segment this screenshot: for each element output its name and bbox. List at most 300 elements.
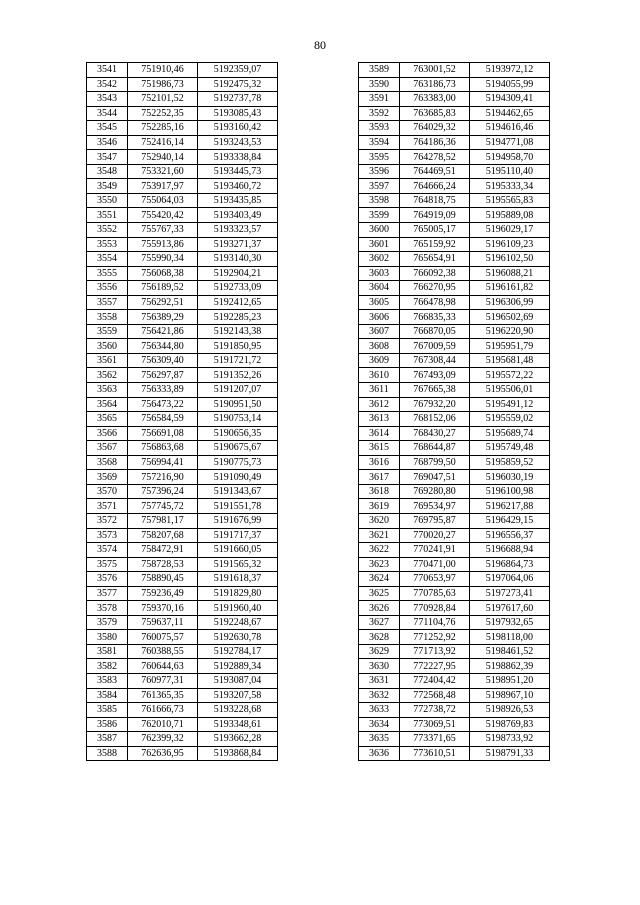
y-coordinate-cell: 5196100,98 xyxy=(470,484,550,499)
point-number-cell: 3611 xyxy=(359,383,400,398)
table-body-right xyxy=(359,63,550,761)
point-number-cell: 3580 xyxy=(87,630,128,645)
table-row xyxy=(359,208,550,223)
table-row xyxy=(87,732,278,747)
point-number-cell: 3543 xyxy=(87,92,128,107)
x-coordinate-cell: 756297,87 xyxy=(128,368,198,383)
y-coordinate-cell: 5196502,69 xyxy=(470,310,550,325)
x-coordinate-cell: 769047,51 xyxy=(400,470,470,485)
point-number-cell: 3588 xyxy=(87,746,128,761)
point-number-cell: 3592 xyxy=(359,106,400,121)
x-coordinate-cell: 766092,38 xyxy=(400,266,470,281)
y-coordinate-cell: 5193085,43 xyxy=(198,106,278,121)
x-coordinate-cell: 753917,97 xyxy=(128,179,198,194)
table-row xyxy=(87,557,278,572)
point-number-cell: 3620 xyxy=(359,513,400,528)
point-number-cell: 3614 xyxy=(359,426,400,441)
table-row xyxy=(359,601,550,616)
point-number-cell: 3577 xyxy=(87,586,128,601)
x-coordinate-cell: 764469,51 xyxy=(400,164,470,179)
y-coordinate-cell: 5196220,90 xyxy=(470,324,550,339)
table-row xyxy=(359,455,550,470)
point-number-cell: 3604 xyxy=(359,281,400,296)
x-coordinate-cell: 768430,27 xyxy=(400,426,470,441)
x-coordinate-cell: 771104,76 xyxy=(400,615,470,630)
x-coordinate-cell: 756309,40 xyxy=(128,353,198,368)
x-coordinate-cell: 764818,75 xyxy=(400,193,470,208)
y-coordinate-cell: 5198951,20 xyxy=(470,673,550,688)
point-number-cell: 3584 xyxy=(87,688,128,703)
table-row xyxy=(87,673,278,688)
table-row xyxy=(359,266,550,281)
point-number-cell: 3605 xyxy=(359,295,400,310)
point-number-cell: 3561 xyxy=(87,353,128,368)
table-row xyxy=(359,310,550,325)
y-coordinate-cell: 5192784,17 xyxy=(198,644,278,659)
point-number-cell: 3632 xyxy=(359,688,400,703)
point-number-cell: 3630 xyxy=(359,659,400,674)
table-row xyxy=(87,353,278,368)
y-coordinate-cell: 5198118,00 xyxy=(470,630,550,645)
point-number-cell: 3579 xyxy=(87,615,128,630)
table-row xyxy=(87,426,278,441)
coordinates-table-left xyxy=(86,62,278,761)
point-number-cell: 3598 xyxy=(359,193,400,208)
point-number-cell: 3542 xyxy=(87,77,128,92)
y-coordinate-cell: 5191090,49 xyxy=(198,470,278,485)
point-number-cell: 3564 xyxy=(87,397,128,412)
y-coordinate-cell: 5190775,73 xyxy=(198,455,278,470)
x-coordinate-cell: 759236,49 xyxy=(128,586,198,601)
y-coordinate-cell: 5192737,78 xyxy=(198,92,278,107)
x-coordinate-cell: 771252,92 xyxy=(400,630,470,645)
x-coordinate-cell: 764186,36 xyxy=(400,135,470,150)
y-coordinate-cell: 5193662,28 xyxy=(198,732,278,747)
table-row xyxy=(359,688,550,703)
y-coordinate-cell: 5194462,65 xyxy=(470,106,550,121)
table-row xyxy=(87,601,278,616)
table-row xyxy=(87,470,278,485)
x-coordinate-cell: 760075,57 xyxy=(128,630,198,645)
table-row xyxy=(359,106,550,121)
point-number-cell: 3606 xyxy=(359,310,400,325)
y-coordinate-cell: 5191565,32 xyxy=(198,557,278,572)
point-number-cell: 3560 xyxy=(87,339,128,354)
table-row xyxy=(359,281,550,296)
y-coordinate-cell: 5194055,99 xyxy=(470,77,550,92)
x-coordinate-cell: 756691,08 xyxy=(128,426,198,441)
table-row xyxy=(359,746,550,761)
y-coordinate-cell: 5190656,35 xyxy=(198,426,278,441)
table-row xyxy=(359,673,550,688)
y-coordinate-cell: 5196306,99 xyxy=(470,295,550,310)
point-number-cell: 3541 xyxy=(87,63,128,78)
table-row xyxy=(87,528,278,543)
x-coordinate-cell: 767009,59 xyxy=(400,339,470,354)
table-row xyxy=(87,179,278,194)
point-number-cell: 3596 xyxy=(359,164,400,179)
x-coordinate-cell: 751986,73 xyxy=(128,77,198,92)
table-row xyxy=(359,295,550,310)
y-coordinate-cell: 5192904,21 xyxy=(198,266,278,281)
table-row xyxy=(87,644,278,659)
point-number-cell: 3567 xyxy=(87,441,128,456)
x-coordinate-cell: 756421,86 xyxy=(128,324,198,339)
x-coordinate-cell: 772227,95 xyxy=(400,659,470,674)
y-coordinate-cell: 5193338,84 xyxy=(198,150,278,165)
y-coordinate-cell: 5193160,42 xyxy=(198,121,278,136)
x-coordinate-cell: 760644,63 xyxy=(128,659,198,674)
table-row xyxy=(87,121,278,136)
y-coordinate-cell: 5196429,15 xyxy=(470,513,550,528)
y-coordinate-cell: 5195506,01 xyxy=(470,383,550,398)
point-number-cell: 3634 xyxy=(359,717,400,732)
point-number-cell: 3547 xyxy=(87,150,128,165)
y-coordinate-cell: 5194771,08 xyxy=(470,135,550,150)
y-coordinate-cell: 5192733,09 xyxy=(198,281,278,296)
point-number-cell: 3612 xyxy=(359,397,400,412)
table-row xyxy=(87,150,278,165)
x-coordinate-cell: 763685,83 xyxy=(400,106,470,121)
point-number-cell: 3594 xyxy=(359,135,400,150)
point-number-cell: 3600 xyxy=(359,223,400,238)
point-number-cell: 3558 xyxy=(87,310,128,325)
x-coordinate-cell: 755913,86 xyxy=(128,237,198,252)
x-coordinate-cell: 760977,31 xyxy=(128,673,198,688)
y-coordinate-cell: 5190675,67 xyxy=(198,441,278,456)
table-row xyxy=(359,252,550,267)
x-coordinate-cell: 768152,06 xyxy=(400,412,470,427)
table-row xyxy=(359,193,550,208)
x-coordinate-cell: 757745,72 xyxy=(128,499,198,514)
y-coordinate-cell: 5191717,37 xyxy=(198,528,278,543)
table-row xyxy=(87,281,278,296)
table-row xyxy=(359,77,550,92)
x-coordinate-cell: 773069,51 xyxy=(400,717,470,732)
point-number-cell: 3573 xyxy=(87,528,128,543)
point-number-cell: 3599 xyxy=(359,208,400,223)
y-coordinate-cell: 5193243,53 xyxy=(198,135,278,150)
table-row xyxy=(359,223,550,238)
y-coordinate-cell: 5196030,19 xyxy=(470,470,550,485)
x-coordinate-cell: 766870,05 xyxy=(400,324,470,339)
x-coordinate-cell: 755420,42 xyxy=(128,208,198,223)
point-number-cell: 3578 xyxy=(87,601,128,616)
y-coordinate-cell: 5196102,50 xyxy=(470,252,550,267)
table-row xyxy=(359,543,550,558)
table-row xyxy=(87,586,278,601)
y-coordinate-cell: 5196556,37 xyxy=(470,528,550,543)
y-coordinate-cell: 5198769,83 xyxy=(470,717,550,732)
x-coordinate-cell: 764919,09 xyxy=(400,208,470,223)
table-row xyxy=(87,615,278,630)
point-number-cell: 3602 xyxy=(359,252,400,267)
table-row xyxy=(87,135,278,150)
table-row xyxy=(359,528,550,543)
point-number-cell: 3574 xyxy=(87,543,128,558)
point-number-cell: 3570 xyxy=(87,484,128,499)
y-coordinate-cell: 5194309,41 xyxy=(470,92,550,107)
y-coordinate-cell: 5196029,17 xyxy=(470,223,550,238)
y-coordinate-cell: 5197273,41 xyxy=(470,586,550,601)
table-row xyxy=(87,630,278,645)
y-coordinate-cell: 5196688,94 xyxy=(470,543,550,558)
table-row xyxy=(359,353,550,368)
x-coordinate-cell: 761666,73 xyxy=(128,703,198,718)
point-number-cell: 3559 xyxy=(87,324,128,339)
x-coordinate-cell: 765654,91 xyxy=(400,252,470,267)
y-coordinate-cell: 5192412,65 xyxy=(198,295,278,310)
point-number-cell: 3546 xyxy=(87,135,128,150)
x-coordinate-cell: 768799,50 xyxy=(400,455,470,470)
point-number-cell: 3575 xyxy=(87,557,128,572)
table-row xyxy=(87,237,278,252)
table-row xyxy=(359,644,550,659)
x-coordinate-cell: 758728,53 xyxy=(128,557,198,572)
x-coordinate-cell: 762010,71 xyxy=(128,717,198,732)
table-row xyxy=(359,383,550,398)
x-coordinate-cell: 767665,38 xyxy=(400,383,470,398)
point-number-cell: 3610 xyxy=(359,368,400,383)
y-coordinate-cell: 5192359,07 xyxy=(198,63,278,78)
point-number-cell: 3613 xyxy=(359,412,400,427)
y-coordinate-cell: 5197064,06 xyxy=(470,572,550,587)
y-coordinate-cell: 5198791,33 xyxy=(470,746,550,761)
table-row xyxy=(87,455,278,470)
x-coordinate-cell: 769280,80 xyxy=(400,484,470,499)
table-row xyxy=(359,135,550,150)
y-coordinate-cell: 5193140,30 xyxy=(198,252,278,267)
y-coordinate-cell: 5198862,39 xyxy=(470,659,550,674)
x-coordinate-cell: 768644,87 xyxy=(400,441,470,456)
point-number-cell: 3553 xyxy=(87,237,128,252)
x-coordinate-cell: 762399,32 xyxy=(128,732,198,747)
table-row xyxy=(359,470,550,485)
x-coordinate-cell: 755990,34 xyxy=(128,252,198,267)
table-row xyxy=(359,426,550,441)
point-number-cell: 3555 xyxy=(87,266,128,281)
x-coordinate-cell: 752940,14 xyxy=(128,150,198,165)
y-coordinate-cell: 5192630,78 xyxy=(198,630,278,645)
y-coordinate-cell: 5193403,49 xyxy=(198,208,278,223)
table-row xyxy=(359,368,550,383)
table-row xyxy=(87,484,278,499)
x-coordinate-cell: 756333,89 xyxy=(128,383,198,398)
x-coordinate-cell: 752252,35 xyxy=(128,106,198,121)
y-coordinate-cell: 5198967,10 xyxy=(470,688,550,703)
x-coordinate-cell: 763001,52 xyxy=(400,63,470,78)
x-coordinate-cell: 773610,51 xyxy=(400,746,470,761)
table-row xyxy=(87,746,278,761)
table-row xyxy=(87,513,278,528)
table-row xyxy=(359,150,550,165)
y-coordinate-cell: 5195951,79 xyxy=(470,339,550,354)
x-coordinate-cell: 765005,17 xyxy=(400,223,470,238)
table-row xyxy=(359,586,550,601)
table-row xyxy=(359,92,550,107)
x-coordinate-cell: 756473,22 xyxy=(128,397,198,412)
point-number-cell: 3635 xyxy=(359,732,400,747)
table-row xyxy=(87,223,278,238)
y-coordinate-cell: 5191829,80 xyxy=(198,586,278,601)
x-coordinate-cell: 770471,00 xyxy=(400,557,470,572)
y-coordinate-cell: 5191850,95 xyxy=(198,339,278,354)
y-coordinate-cell: 5196217,88 xyxy=(470,499,550,514)
x-coordinate-cell: 757981,17 xyxy=(128,513,198,528)
point-number-cell: 3565 xyxy=(87,412,128,427)
y-coordinate-cell: 5193228,68 xyxy=(198,703,278,718)
y-coordinate-cell: 5195859,52 xyxy=(470,455,550,470)
point-number-cell: 3549 xyxy=(87,179,128,194)
table-row xyxy=(87,92,278,107)
point-number-cell: 3629 xyxy=(359,644,400,659)
x-coordinate-cell: 766478,98 xyxy=(400,295,470,310)
x-coordinate-cell: 766835,33 xyxy=(400,310,470,325)
y-coordinate-cell: 5195110,40 xyxy=(470,164,550,179)
x-coordinate-cell: 757396,24 xyxy=(128,484,198,499)
point-number-cell: 3633 xyxy=(359,703,400,718)
table-row xyxy=(87,659,278,674)
point-number-cell: 3631 xyxy=(359,673,400,688)
y-coordinate-cell: 5191343,67 xyxy=(198,484,278,499)
coordinates-table-right xyxy=(358,62,550,761)
point-number-cell: 3590 xyxy=(359,77,400,92)
y-coordinate-cell: 5195491,12 xyxy=(470,397,550,412)
table-row xyxy=(87,310,278,325)
x-coordinate-cell: 767308,44 xyxy=(400,353,470,368)
table-row xyxy=(359,412,550,427)
y-coordinate-cell: 5192889,34 xyxy=(198,659,278,674)
point-number-cell: 3544 xyxy=(87,106,128,121)
table-row xyxy=(87,397,278,412)
table-row xyxy=(87,688,278,703)
x-coordinate-cell: 767493,09 xyxy=(400,368,470,383)
point-number-cell: 3593 xyxy=(359,121,400,136)
x-coordinate-cell: 771713,92 xyxy=(400,644,470,659)
point-number-cell: 3627 xyxy=(359,615,400,630)
x-coordinate-cell: 764029,32 xyxy=(400,121,470,136)
table-row xyxy=(87,77,278,92)
y-coordinate-cell: 5191352,26 xyxy=(198,368,278,383)
point-number-cell: 3619 xyxy=(359,499,400,514)
point-number-cell: 3548 xyxy=(87,164,128,179)
table-row xyxy=(359,324,550,339)
point-number-cell: 3591 xyxy=(359,92,400,107)
table-row xyxy=(359,659,550,674)
table-body-left xyxy=(87,63,278,761)
x-coordinate-cell: 758207,68 xyxy=(128,528,198,543)
y-coordinate-cell: 5193868,84 xyxy=(198,746,278,761)
table-row xyxy=(359,732,550,747)
x-coordinate-cell: 769795,87 xyxy=(400,513,470,528)
y-coordinate-cell: 5198926,53 xyxy=(470,703,550,718)
y-coordinate-cell: 5195749,48 xyxy=(470,441,550,456)
y-coordinate-cell: 5193348,61 xyxy=(198,717,278,732)
y-coordinate-cell: 5193271,37 xyxy=(198,237,278,252)
y-coordinate-cell: 5195681,48 xyxy=(470,353,550,368)
table-row xyxy=(87,339,278,354)
y-coordinate-cell: 5191660,05 xyxy=(198,543,278,558)
point-number-cell: 3571 xyxy=(87,499,128,514)
y-coordinate-cell: 5191551,78 xyxy=(198,499,278,514)
point-number-cell: 3625 xyxy=(359,586,400,601)
x-coordinate-cell: 758890,45 xyxy=(128,572,198,587)
point-number-cell: 3609 xyxy=(359,353,400,368)
point-number-cell: 3595 xyxy=(359,150,400,165)
x-coordinate-cell: 762636,95 xyxy=(128,746,198,761)
y-coordinate-cell: 5191207,07 xyxy=(198,383,278,398)
y-coordinate-cell: 5191721,72 xyxy=(198,353,278,368)
x-coordinate-cell: 770241,91 xyxy=(400,543,470,558)
x-coordinate-cell: 752285,16 xyxy=(128,121,198,136)
x-coordinate-cell: 756584,59 xyxy=(128,412,198,427)
point-number-cell: 3550 xyxy=(87,193,128,208)
y-coordinate-cell: 5193445,73 xyxy=(198,164,278,179)
table-row xyxy=(359,630,550,645)
y-coordinate-cell: 5191676,99 xyxy=(198,513,278,528)
point-number-cell: 3569 xyxy=(87,470,128,485)
point-number-cell: 3615 xyxy=(359,441,400,456)
point-number-cell: 3608 xyxy=(359,339,400,354)
table-row xyxy=(359,557,550,572)
x-coordinate-cell: 770928,84 xyxy=(400,601,470,616)
point-number-cell: 3587 xyxy=(87,732,128,747)
y-coordinate-cell: 5195572,22 xyxy=(470,368,550,383)
y-coordinate-cell: 5195889,08 xyxy=(470,208,550,223)
table-row xyxy=(359,121,550,136)
y-coordinate-cell: 5195559,02 xyxy=(470,412,550,427)
point-number-cell: 3628 xyxy=(359,630,400,645)
y-coordinate-cell: 5191960,40 xyxy=(198,601,278,616)
point-number-cell: 3576 xyxy=(87,572,128,587)
y-coordinate-cell: 5193460,72 xyxy=(198,179,278,194)
x-coordinate-cell: 756189,52 xyxy=(128,281,198,296)
table-row xyxy=(87,572,278,587)
y-coordinate-cell: 5193087,04 xyxy=(198,673,278,688)
x-coordinate-cell: 752416,14 xyxy=(128,135,198,150)
table-row xyxy=(359,339,550,354)
x-coordinate-cell: 758472,91 xyxy=(128,543,198,558)
table-row xyxy=(87,106,278,121)
point-number-cell: 3616 xyxy=(359,455,400,470)
point-number-cell: 3623 xyxy=(359,557,400,572)
point-number-cell: 3586 xyxy=(87,717,128,732)
point-number-cell: 3603 xyxy=(359,266,400,281)
table-row xyxy=(87,63,278,78)
y-coordinate-cell: 5195565,83 xyxy=(470,193,550,208)
x-coordinate-cell: 770020,27 xyxy=(400,528,470,543)
table-row xyxy=(359,615,550,630)
point-number-cell: 3566 xyxy=(87,426,128,441)
table-row xyxy=(87,266,278,281)
x-coordinate-cell: 756068,38 xyxy=(128,266,198,281)
y-coordinate-cell: 5193207,58 xyxy=(198,688,278,703)
table-row xyxy=(359,499,550,514)
x-coordinate-cell: 764278,52 xyxy=(400,150,470,165)
x-coordinate-cell: 760388,55 xyxy=(128,644,198,659)
y-coordinate-cell: 5192143,38 xyxy=(198,324,278,339)
y-coordinate-cell: 5192248,67 xyxy=(198,615,278,630)
y-coordinate-cell: 5193972,12 xyxy=(470,63,550,78)
y-coordinate-cell: 5196161,82 xyxy=(470,281,550,296)
point-number-cell: 3618 xyxy=(359,484,400,499)
y-coordinate-cell: 5190753,14 xyxy=(198,412,278,427)
table-row xyxy=(359,63,550,78)
y-coordinate-cell: 5193323,57 xyxy=(198,223,278,238)
y-coordinate-cell: 5196109,23 xyxy=(470,237,550,252)
y-coordinate-cell: 5196088,21 xyxy=(470,266,550,281)
point-number-cell: 3624 xyxy=(359,572,400,587)
